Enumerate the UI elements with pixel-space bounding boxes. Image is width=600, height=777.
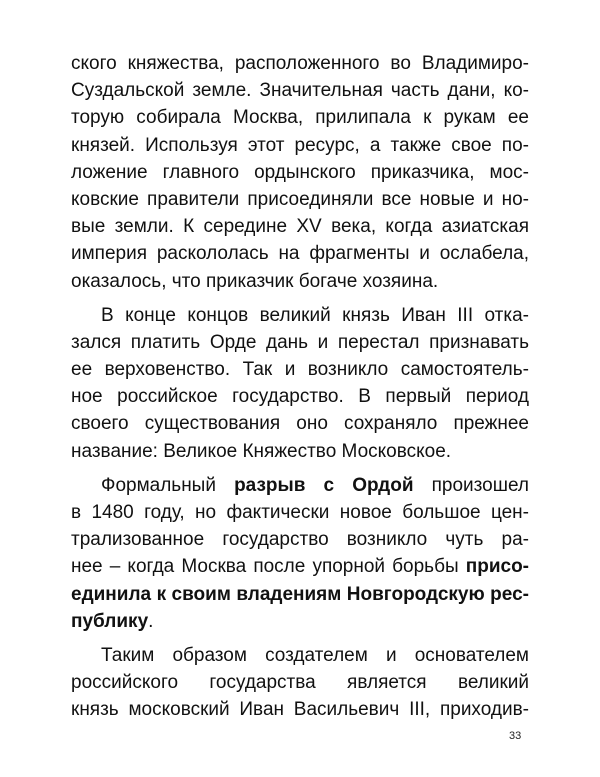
text-line: название: Великое Княжество Московское.	[71, 440, 452, 462]
text-line	[71, 553, 529, 580]
text-line: в 1480 году, но фактически новое большое цен-	[71, 502, 529, 523]
text-line: князь московский Иван Васильевич III, приходив-	[71, 699, 529, 721]
text-line: Таким образом создателем и основателем	[101, 644, 529, 666]
text-line: ее верховенство. Так и возникло самостоятель-	[71, 359, 529, 381]
text-line: Суздальской земле. Значительная часть дани, ко-	[71, 80, 529, 102]
text-run: .	[148, 610, 154, 632]
text-run: Формальный	[101, 474, 235, 496]
text-line: ского княжества, расположенного во Владимиро-	[71, 53, 529, 74]
text-line	[71, 472, 529, 499]
paragraph-1	[71, 50, 529, 295]
text-line: ложение главного ордынского приказчика, мос-	[71, 161, 529, 183]
bold-emphasis: публику	[71, 610, 149, 632]
text-line: ное российское государство. В первый период	[71, 386, 529, 408]
text-run: произошел	[413, 474, 529, 496]
bold-emphasis: присо-	[465, 556, 529, 578]
text-line	[71, 608, 529, 635]
paragraph-3	[71, 472, 529, 635]
text-line: оказалось, что приказчик богаче хозяина.	[71, 270, 439, 292]
text-line: российского государства является великий	[71, 672, 529, 694]
page-number: 33	[509, 730, 522, 742]
text-line: своего существования оно сохраняло прежнее	[71, 413, 529, 435]
text-line: трализованное государство возникло чуть ра-	[71, 529, 529, 551]
body-text	[71, 50, 529, 724]
bold-emphasis: разрыв с Ордой	[234, 474, 414, 496]
text-line: зался платить Орде дань и перестал признавать	[71, 331, 529, 353]
paragraph-2	[71, 302, 529, 465]
text-line: вые земли. К середине XV века, когда азиатская	[71, 216, 529, 238]
paragraph-4	[71, 642, 529, 724]
text-line: князей. Используя этот ресурс, а также свое по-	[71, 134, 529, 156]
text-line: В конце концов великий князь Иван III отка-	[101, 304, 529, 326]
text-line: империя раскололась на фрагменты и ослабела,	[71, 243, 529, 265]
text-line: торую собирала Москва, прилипала к рукам ее	[71, 107, 529, 129]
bold-emphasis: единила к своим владениям Новгородскую рес-	[71, 583, 529, 605]
text-line	[71, 581, 529, 608]
text-run: нее – когда Москва после упорной борьбы	[71, 556, 466, 578]
text-line: ковские правители присоединяли все новые и но-	[71, 188, 529, 210]
